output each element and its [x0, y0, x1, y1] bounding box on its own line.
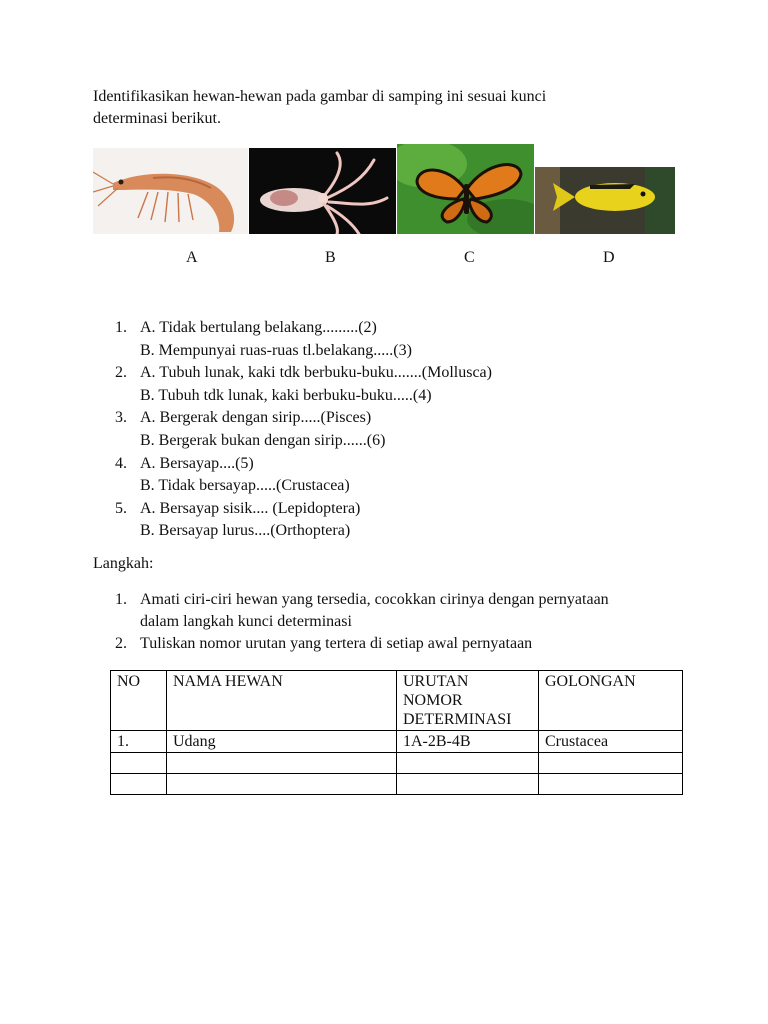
table-row	[111, 753, 683, 774]
cell-order	[397, 753, 539, 774]
key-option-a: A. Bersayap sisik.... (Lepidoptera)	[140, 499, 361, 517]
photo-label-b: B	[325, 249, 336, 266]
key-option-a: A. Tidak bertulang belakang.........(2)	[140, 319, 377, 336]
cell-group	[539, 774, 683, 795]
header-group: GOLONGAN	[539, 671, 683, 731]
step-line: dalam langkah kunci determinasi	[140, 613, 352, 630]
cell-name: Udang	[167, 731, 397, 753]
step-item	[93, 633, 683, 655]
instruction-line-1: Identifikasikan hewan-hewan pada gambar di samping ini sesuai kunci	[93, 88, 547, 105]
key-option-a: A. Bersayap....(5)	[140, 454, 254, 472]
step-number: 1.	[115, 591, 127, 608]
cell-name	[167, 753, 397, 774]
key-number: 5.	[115, 499, 127, 517]
key-option-b: B. Mempunyai ruas-ruas tl.belakang.....(3)	[140, 341, 412, 359]
steps-title: Langkah:	[93, 555, 154, 572]
key-number: 1.	[115, 319, 127, 336]
step-line: Amati ciri-ciri hewan yang tersedia, cocokkan cirinya dengan pernyataan	[140, 591, 609, 608]
instruction-line-2: determinasi berikut.	[93, 110, 221, 127]
cell-order	[397, 774, 539, 795]
photo-label-c: C	[464, 249, 475, 266]
butterfly-photo	[397, 144, 534, 234]
determination-key	[93, 317, 693, 543]
answer-table	[110, 670, 683, 795]
key-option-b: B. Tidak bersayap.....(Crustacea)	[140, 477, 350, 495]
cell-order: 1A-2B-4B	[397, 731, 539, 753]
key-option-a: A. Bergerak dengan sirip.....(Pisces)	[140, 409, 372, 427]
key-item	[93, 362, 693, 407]
key-number: 3.	[115, 409, 127, 427]
key-option-b: B. Bersayap lurus....(Orthoptera)	[140, 522, 351, 540]
step-item	[93, 589, 683, 633]
key-item	[93, 498, 693, 543]
fish-photo	[535, 167, 675, 234]
cell-name	[167, 774, 397, 795]
photo-label-a: A	[186, 249, 198, 266]
steps-list	[93, 589, 683, 655]
step-line: Tuliskan nomor urutan yang tertera di setiap awal pernyataan	[140, 635, 533, 652]
key-item	[93, 317, 693, 362]
key-item	[93, 453, 693, 498]
cell-no	[111, 774, 167, 795]
shrimp-photo	[93, 148, 248, 234]
header-no: NO	[111, 671, 167, 731]
photo-label-d: D	[603, 249, 615, 266]
animal-photos	[93, 143, 675, 236]
header-order-line: URUTAN	[403, 673, 469, 690]
table-header-row	[111, 671, 683, 731]
cell-no: 1.	[111, 731, 167, 753]
squid-photo	[249, 148, 396, 234]
table-row	[111, 731, 683, 753]
instruction-text	[93, 86, 653, 130]
header-order	[397, 671, 539, 731]
header-order-line: DETERMINASI	[403, 711, 512, 728]
cell-group	[539, 753, 683, 774]
header-name: NAMA HEWAN	[167, 671, 397, 731]
table-row	[111, 774, 683, 795]
cell-no	[111, 753, 167, 774]
cell-group: Crustacea	[539, 731, 683, 753]
key-item	[93, 407, 693, 452]
header-order-line: NOMOR	[403, 692, 463, 709]
key-option-b: B. Bergerak bukan dengan sirip......(6)	[140, 431, 386, 449]
key-option-a: A. Tubuh lunak, kaki tdk berbuku-buku.......(Mollusca)	[140, 364, 492, 382]
step-number: 2.	[115, 635, 127, 652]
key-number: 4.	[115, 454, 127, 472]
key-number: 2.	[115, 364, 127, 382]
key-option-b: B. Tubuh tdk lunak, kaki berbuku-buku.....(4)	[140, 386, 432, 404]
